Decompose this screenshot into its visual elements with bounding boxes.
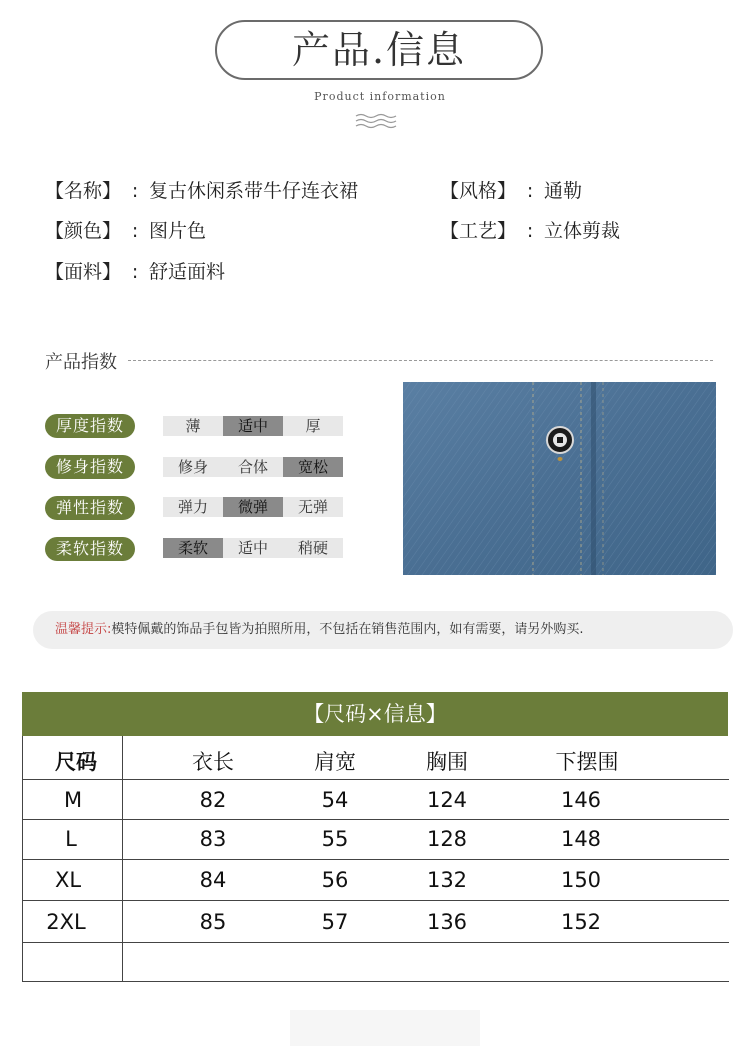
table-cell: 136 [426, 910, 468, 934]
table-row [23, 901, 729, 943]
index-option: 薄 [163, 416, 223, 436]
index-option: 合体 [223, 457, 283, 477]
notice-text: 模特佩戴的饰品手包皆为拍照所用，不包括在销售范围内，如有需要，请另外购买. [111, 622, 584, 637]
notice-banner [33, 611, 733, 649]
index-scale-elasticity [163, 497, 343, 517]
info-name [45, 176, 358, 203]
info-style [440, 176, 582, 203]
info-craft-value: 立体剪裁 [544, 220, 621, 242]
table-header-cell: 尺码 [55, 750, 97, 774]
index-scale-softness [163, 538, 343, 558]
index-option-selected: 柔软 [163, 538, 223, 558]
table-cell: 54 [321, 788, 349, 812]
table-header-cell: 肩宽 [314, 750, 356, 774]
info-colon: : [131, 220, 139, 242]
page-title: 产品.信息 [291, 28, 467, 72]
page-subtitle: Product information [314, 90, 446, 103]
table-header-cell: 下摆围 [555, 750, 619, 774]
info-colon: : [131, 261, 139, 283]
table-cell: 82 [199, 788, 227, 812]
table-cell: 146 [560, 788, 602, 812]
table-cell: XL [54, 868, 82, 892]
info-fabric-value: 舒适面料 [149, 261, 226, 283]
table-row [23, 820, 729, 860]
table-cell: 124 [426, 788, 468, 812]
table-cell: L [65, 827, 77, 851]
info-color-key: 【颜色】 [45, 220, 122, 242]
index-label-elasticity: 弹性指数 [45, 496, 135, 520]
info-craft-key: 【工艺】 [440, 220, 517, 242]
section-divider [128, 360, 713, 361]
table-cell: 84 [199, 868, 227, 892]
index-option: 修身 [163, 457, 223, 477]
index-option: 适中 [223, 538, 283, 558]
info-colon: : [131, 180, 139, 202]
table-row [23, 780, 729, 820]
table-column-divider [122, 736, 123, 982]
info-style-value: 通勒 [544, 180, 583, 202]
table-cell: 128 [426, 827, 468, 851]
index-option: 弹力 [163, 497, 223, 517]
table-cell: 85 [199, 910, 227, 934]
table-header-cell: 衣长 [192, 750, 234, 774]
info-fabric-key: 【面料】 [45, 261, 122, 283]
denim-fabric-photo [403, 382, 716, 575]
button-icon [547, 427, 573, 453]
index-option: 稍硬 [283, 538, 343, 558]
info-fabric [45, 257, 225, 284]
info-name-value: 复古休闲系带牛仔连衣裙 [149, 180, 359, 202]
index-scale-fit [163, 457, 343, 477]
index-option: 无弹 [283, 497, 343, 517]
size-table-title: 【尺码×信息】 [22, 692, 728, 736]
index-label-fit: 修身指数 [45, 455, 135, 479]
index-option-selected: 宽松 [283, 457, 343, 477]
table-cell: 56 [321, 868, 349, 892]
table-header-cell: 胸围 [426, 750, 468, 774]
info-colon: : [526, 180, 534, 202]
wave-ornament-icon [354, 112, 402, 130]
index-label-thickness: 厚度指数 [45, 414, 135, 438]
index-scale-thickness [163, 416, 343, 436]
table-cell: 132 [426, 868, 468, 892]
table-cell: 57 [321, 910, 349, 934]
table-cell: M [63, 788, 83, 812]
table-cell: 150 [560, 868, 602, 892]
size-table [22, 736, 729, 982]
index-section-title: 产品指数 [45, 352, 117, 373]
bottom-fade [290, 1010, 480, 1046]
index-label-softness: 柔软指数 [45, 537, 135, 561]
table-row [23, 860, 729, 901]
table-cell: 83 [199, 827, 227, 851]
index-option-selected: 适中 [223, 416, 283, 436]
info-color [45, 216, 206, 243]
table-row-empty [23, 943, 729, 982]
info-color-value: 图片色 [149, 220, 207, 242]
table-cell: 2XL [46, 910, 86, 934]
table-header-row [23, 736, 729, 780]
info-name-key: 【名称】 [45, 180, 122, 202]
table-cell: 148 [560, 827, 602, 851]
table-cell: 55 [321, 827, 349, 851]
index-option: 厚 [283, 416, 343, 436]
info-craft [440, 216, 620, 243]
info-colon: : [526, 220, 534, 242]
notice-label: 温馨提示: [55, 622, 112, 637]
index-option-selected: 微弹 [223, 497, 283, 517]
table-cell: 152 [560, 910, 602, 934]
info-style-key: 【风格】 [440, 180, 517, 202]
